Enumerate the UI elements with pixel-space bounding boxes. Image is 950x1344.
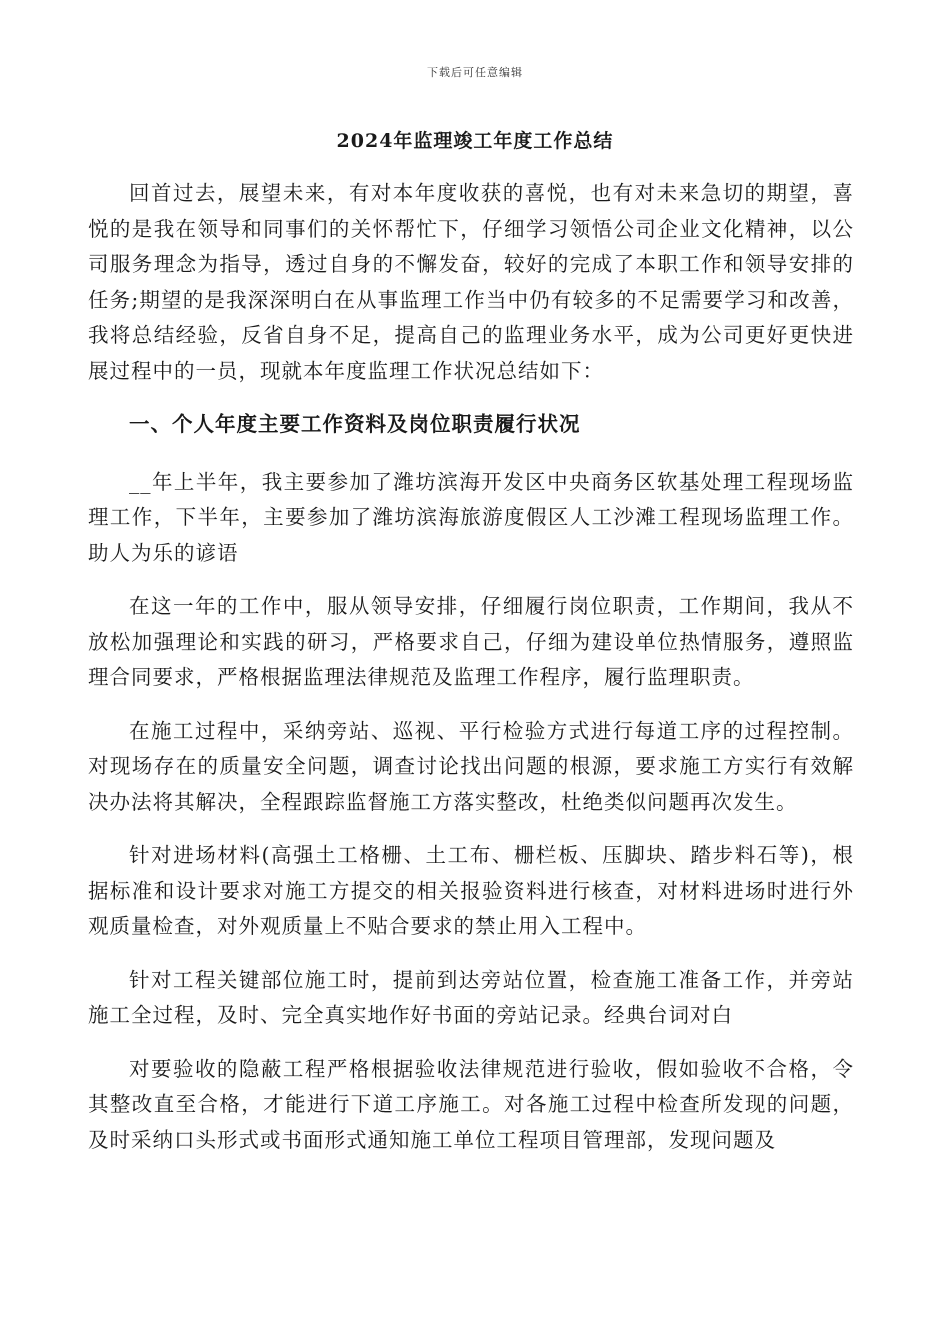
paragraph-intro: 回首过去，展望未来，有对本年度收获的喜悦，也有对未来急切的期望，喜悦的是我在领导和同事们的关怀帮忙下，仔细学习领悟公司企业文化精神，以公司服务理念为指导，透过自身的不懈发奋，较好的完成了本职工作和领导安排的任务;期望的是我深深明白在从事监理工作当中仍有较多的不足需要学习和改善，我将总结经验，反省自身不足，提高自己的监理业务水平，成为公司更好更快进展过程中的一员，现就本年度监理工作状况总结如下： bbox=[88, 181, 854, 383]
document-body bbox=[88, 176, 854, 1176]
paragraph-duties: 在这一年的工作中，服从领导安排，仔细履行岗位职责，工作期间，我从不放松加强理论和实践的研习，严格要求自己，仔细为建设单位热情服务，遵照监理合同要求，严格根据监理法律规范及监理工作程序，履行监理职责。 bbox=[88, 594, 854, 689]
document-title: 2024年监理竣工年度工作总结 bbox=[336, 130, 614, 152]
paragraph-materials: 针对进场材料(高强土工格栅、土工布、栅栏板、压脚块、踏步料石等)，根据标准和设计要求对施工方提交的相关报验资料进行核查，对材料进场时进行外观质量检查，对外观质量上不贴合要求的禁止用入工程中。 bbox=[88, 843, 854, 938]
paragraph-key-parts: 针对工程关键部位施工时，提前到达旁站位置，检查施工准备工作，并旁站施工全过程，及时、完全真实地作好书面的旁站记录。经典台词对白 bbox=[88, 967, 854, 1027]
paragraph-projects: __年上半年，我主要参加了潍坊滨海开发区中央商务区软基处理工程现场监理工作，下半年，主要参加了潍坊滨海旅游度假区人工沙滩工程现场监理工作。助人为乐的谚语 bbox=[88, 469, 854, 565]
paragraph-hidden-works: 对要验收的隐蔽工程严格根据验收法律规范进行验收，假如验收不合格，令其整改直至合格，才能进行下道工序施工。对各施工过程中检查所发现的问题，及时采纳口头形式或书面形式通知施工单位工程项目管理部，发现问题及 bbox=[88, 1056, 854, 1152]
paragraph-process-control: 在施工过程中，采纳旁站、巡视、平行检验方式进行每道工序的过程控制。对现场存在的质量安全问题，调查讨论找出问题的根源，要求施工方实行有效解决办法将其解决，全程跟踪监督施工方落实整改，杜绝类似问题再次发生。 bbox=[88, 718, 854, 814]
header-note: 下载后可任意编辑 bbox=[427, 66, 523, 79]
section-heading-1: 一、个人年度主要工作资料及岗位职责履行状况 bbox=[129, 412, 581, 436]
